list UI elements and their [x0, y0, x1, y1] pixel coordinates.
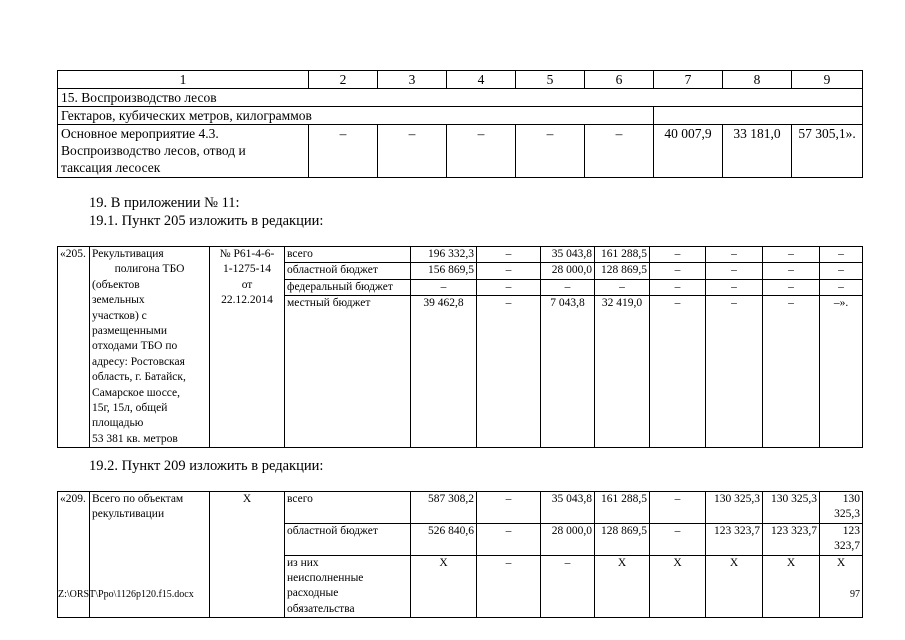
value-cell: –: [541, 279, 595, 295]
header-cell: 3: [378, 71, 447, 89]
table2-row: [58, 247, 863, 263]
value-cell: 130 325,3: [706, 492, 763, 524]
value-cell: –: [595, 279, 650, 295]
value-cell: –: [378, 125, 447, 178]
name-line: участков) с: [92, 309, 147, 322]
value-cell: 156 869,5: [411, 263, 477, 279]
value-cell: –: [477, 492, 541, 524]
table3-row: [58, 492, 863, 524]
value-cell: –: [477, 296, 541, 448]
value-cell: –: [650, 296, 706, 448]
item-number: «209.: [58, 492, 90, 618]
name-line: Самарское шоссе,: [92, 386, 181, 399]
value-cell: –: [763, 247, 820, 263]
header-cell: 6: [585, 71, 654, 89]
value-cell: –: [309, 125, 378, 178]
value-cell: –: [447, 125, 516, 178]
value-cell: 7 043,8: [541, 296, 595, 448]
value-cell: 28 000,0: [541, 523, 595, 555]
value-cell: –: [477, 247, 541, 263]
value-cell: X: [595, 555, 650, 618]
value-cell: 39 462,8: [411, 296, 477, 448]
value-cell: –: [820, 279, 863, 295]
value-cell: 123 323,7: [706, 523, 763, 555]
value-cell: –: [477, 279, 541, 295]
value-cell: 32 419,0: [595, 296, 650, 448]
value-cell: X: [650, 555, 706, 618]
doc-line: 1-1275-14: [223, 263, 271, 276]
value-cell: –: [650, 263, 706, 279]
value-cell: –: [650, 247, 706, 263]
footer-page-number: 97: [850, 589, 860, 600]
value-cell: –: [820, 247, 863, 263]
value-cell: 587 308,2: [411, 492, 477, 524]
table1-units-row: [58, 107, 863, 125]
document-ref: [210, 247, 285, 448]
header-cell: 8: [723, 71, 792, 89]
table1-header-row: [58, 71, 863, 89]
value-cell: 130 325,3: [763, 492, 820, 524]
name-line: рекультивации: [92, 508, 165, 521]
doc-line: 22.12.2014: [221, 294, 273, 307]
item-name: [90, 247, 210, 448]
value-cell: 35 043,8: [541, 247, 595, 263]
header-cell: 5: [516, 71, 585, 89]
item-number: «205.: [58, 247, 90, 448]
value-cell: 123 323,7: [820, 523, 863, 555]
name-line: размещенными: [92, 325, 168, 338]
row-name-line: Основное мероприятие 4.3.: [61, 126, 219, 141]
value-cell: –: [763, 263, 820, 279]
value-cell: 161 288,5: [595, 247, 650, 263]
value-cell: 161 288,5: [595, 492, 650, 524]
row-name-line: Воспроизводство лесов, отвод и: [61, 143, 246, 158]
name-line: земельных: [92, 294, 145, 307]
table-forest-reproduction: [57, 70, 863, 178]
name-line: адресу: Ростовская: [92, 355, 185, 368]
label-line: расходные: [287, 587, 339, 600]
value-cell: –: [763, 296, 820, 448]
name-line: область, г. Батайск,: [92, 371, 186, 384]
units-label: Гектаров, кубических метров, килограммов: [58, 107, 654, 125]
value-cell: –: [477, 263, 541, 279]
table-item-205: [57, 246, 863, 448]
value-cell: –: [650, 523, 706, 555]
name-line: Рекультивация: [92, 248, 164, 260]
value-cell: –: [763, 279, 820, 295]
name-line: (объектов: [92, 278, 140, 291]
value-cell: –: [706, 263, 763, 279]
value-cell: –: [706, 279, 763, 295]
paragraph-item-209: 19.2. Пункт 209 изложить в редакции:: [89, 458, 324, 474]
name-line: 15г, 15л, общей: [92, 402, 168, 415]
value-cell: –».: [820, 296, 863, 448]
value-cell: 57 305,1».: [792, 125, 863, 178]
row-name-line: таксация лесосек: [61, 160, 161, 175]
footer-file-path: Z:\ORST\Ppo\1126p120.f15.docx: [58, 589, 194, 600]
header-cell: 1: [58, 71, 309, 89]
value-cell: –: [650, 492, 706, 524]
value-cell: –: [650, 279, 706, 295]
header-cell: 7: [654, 71, 723, 89]
value-cell: 128 869,5: [595, 263, 650, 279]
value-cell: –: [411, 279, 477, 295]
value-cell: X: [763, 555, 820, 618]
value-cell: 128 869,5: [595, 523, 650, 555]
header-cell: 9: [792, 71, 863, 89]
value-cell: X: [706, 555, 763, 618]
doc-line: № Р61-4-6-: [219, 248, 275, 260]
name-line: Всего по объектам: [92, 493, 184, 505]
row-name: [58, 125, 309, 178]
value-cell: X: [820, 555, 863, 618]
funding-label: всего: [285, 247, 411, 263]
value-cell: X: [411, 555, 477, 618]
name-line: полигона ТБО: [114, 263, 185, 276]
value-cell: 40 007,9: [654, 125, 723, 178]
value-cell: –: [820, 263, 863, 279]
value-cell: 196 332,3: [411, 247, 477, 263]
funding-label: областной бюджет: [285, 263, 411, 279]
table1-data-row: [58, 125, 863, 178]
value-cell: –: [516, 125, 585, 178]
funding-label: местный бюджет: [285, 296, 411, 448]
label-line: обязательства: [287, 602, 355, 615]
value-cell: 123 323,7: [763, 523, 820, 555]
value-cell: –: [541, 555, 595, 618]
document-ref: X: [210, 492, 285, 618]
name-line: 53 381 кв. метров: [92, 432, 178, 445]
value-cell: 33 181,0: [723, 125, 792, 178]
label-line: из них: [287, 556, 319, 569]
doc-line: от: [241, 278, 253, 291]
table1-section-row: [58, 89, 863, 107]
value-cell: –: [706, 247, 763, 263]
header-cell: 2: [309, 71, 378, 89]
value-cell: –: [706, 296, 763, 448]
funding-label: областной бюджет: [285, 523, 411, 555]
paragraph-item-205: 19.1. Пункт 205 изложить в редакции:: [89, 213, 324, 229]
value-cell: 526 840,6: [411, 523, 477, 555]
value-cell: –: [477, 523, 541, 555]
value-cell: 35 043,8: [541, 492, 595, 524]
value-cell: 28 000,0: [541, 263, 595, 279]
funding-label: всего: [285, 492, 411, 524]
funding-label: федеральный бюджет: [285, 279, 411, 295]
name-line: площадью: [92, 417, 144, 430]
header-cell: 4: [447, 71, 516, 89]
paragraph-appendix-11: 19. В приложении № 11:: [89, 195, 240, 211]
value-cell: 130 325,3: [820, 492, 863, 524]
funding-label: [285, 555, 411, 618]
label-line: неисполненные: [287, 572, 364, 585]
units-empty-cell: [654, 107, 863, 125]
value-cell: –: [477, 555, 541, 618]
value-cell: –: [585, 125, 654, 178]
section-title: 15. Воспроизводство лесов: [58, 89, 863, 107]
name-line: отходами ТБО по: [92, 340, 178, 353]
